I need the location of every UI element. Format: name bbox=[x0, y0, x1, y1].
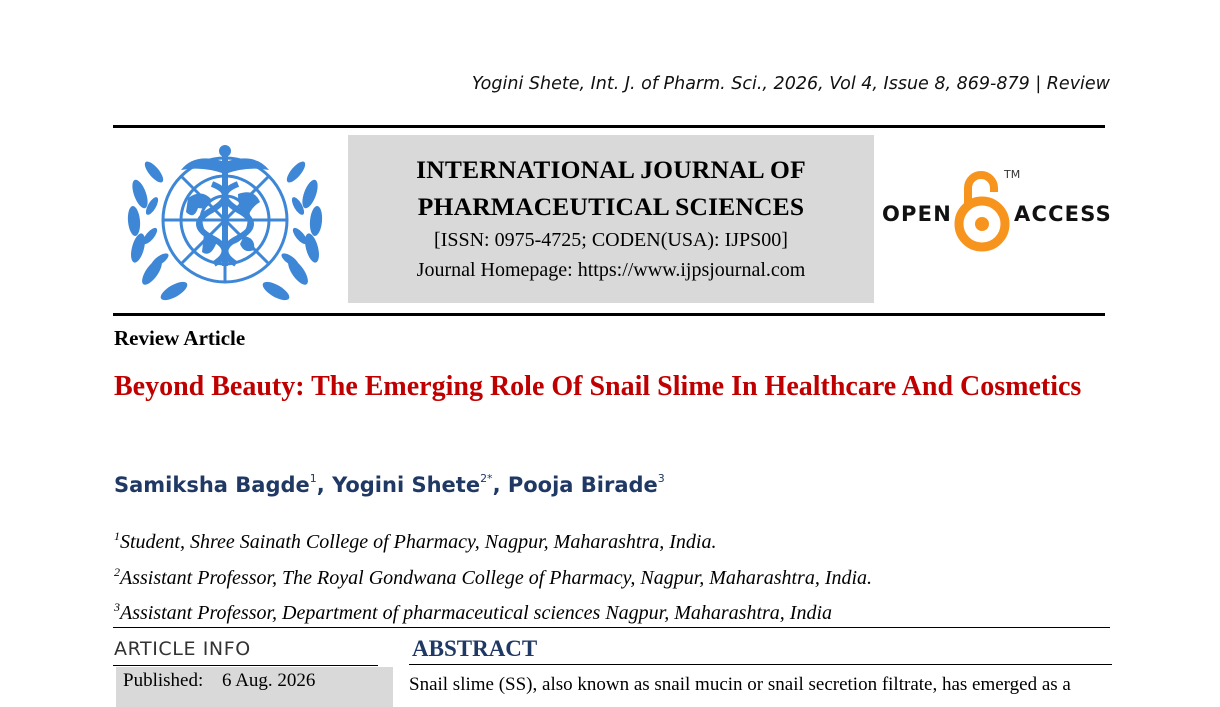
article-info-heading: ARTICLE INFO bbox=[114, 638, 251, 660]
journal-issn: [ISSN: 0975-4725; CODEN(USA): IJPS00] bbox=[434, 229, 788, 251]
author-separator: , bbox=[492, 473, 508, 497]
author-name: Samiksha Bagde bbox=[114, 473, 310, 497]
abstract-rule bbox=[409, 664, 1112, 665]
article-type: Review Article bbox=[114, 326, 246, 350]
article-info-rule bbox=[113, 665, 378, 666]
affiliation-item bbox=[114, 522, 872, 558]
affiliation-text: Assistant Professor, Department of pharmaceutical sciences Nagpur, Maharashtra, India bbox=[120, 602, 833, 624]
affiliation-list bbox=[114, 522, 872, 629]
open-access-open-text: OPEN bbox=[882, 202, 952, 226]
affiliation-sup: 2 bbox=[114, 564, 120, 579]
published-date-box bbox=[116, 667, 393, 707]
journal-homepage: Journal Homepage: https://www.ijpsjournal.com bbox=[416, 259, 806, 281]
abstract-heading: ABSTRACT bbox=[412, 636, 538, 661]
affiliation-item bbox=[114, 593, 872, 629]
journal-emblem-logo bbox=[126, 136, 324, 306]
wreath-left bbox=[127, 159, 190, 304]
author-name: Pooja Birade bbox=[507, 473, 658, 497]
author-list bbox=[114, 472, 665, 497]
author-affil-sup: 1 bbox=[309, 472, 317, 485]
abstract-text: Snail slime (SS), also known as snail mucin or snail secretion filtrate, has emerged as a bbox=[409, 674, 1071, 695]
affiliation-sup: 1 bbox=[114, 529, 120, 543]
affiliation-text: Student, Shree Sainath College of Pharmacy, Nagpur, Maharashtra, India. bbox=[120, 531, 717, 553]
header-top-rule bbox=[113, 125, 1105, 128]
open-access-logo bbox=[878, 160, 1112, 255]
open-access-trademark: TM bbox=[1004, 168, 1021, 181]
affiliation-text: Assistant Professor, The Royal Gondwana College of Pharmacy, Nagpur, Maharashtra, India. bbox=[120, 566, 873, 589]
affiliation-sup: 3 bbox=[114, 600, 120, 614]
header-bottom-rule bbox=[113, 313, 1105, 316]
author-affil-sup: 2* bbox=[480, 472, 493, 485]
citation-header: Yogini Shete, Int. J. of Pharm. Sci., 2026, Vol 4, Issue 8, 869-879 | Review bbox=[471, 74, 1110, 94]
published-label: Published: bbox=[123, 670, 204, 691]
author-separator: , bbox=[316, 473, 333, 497]
journal-banner bbox=[348, 135, 874, 303]
affiliation-item bbox=[114, 558, 872, 594]
section-divider bbox=[113, 627, 1110, 628]
wreath-right bbox=[260, 159, 323, 304]
article-title: Beyond Beauty: The Emerging Role Of Snail Slime In Healthcare And Cosmetics bbox=[114, 371, 1082, 402]
journal-name-line1: INTERNATIONAL JOURNAL OF bbox=[416, 155, 806, 184]
published-value: 6 Aug. 2026 bbox=[222, 670, 316, 691]
author-name: Yogini Shete bbox=[332, 473, 481, 497]
author-affil-sup: 3 bbox=[657, 472, 665, 485]
journal-name-line2: PHARMACEUTICAL SCIENCES bbox=[417, 192, 805, 221]
open-access-access-text: ACCESS bbox=[1014, 202, 1112, 226]
